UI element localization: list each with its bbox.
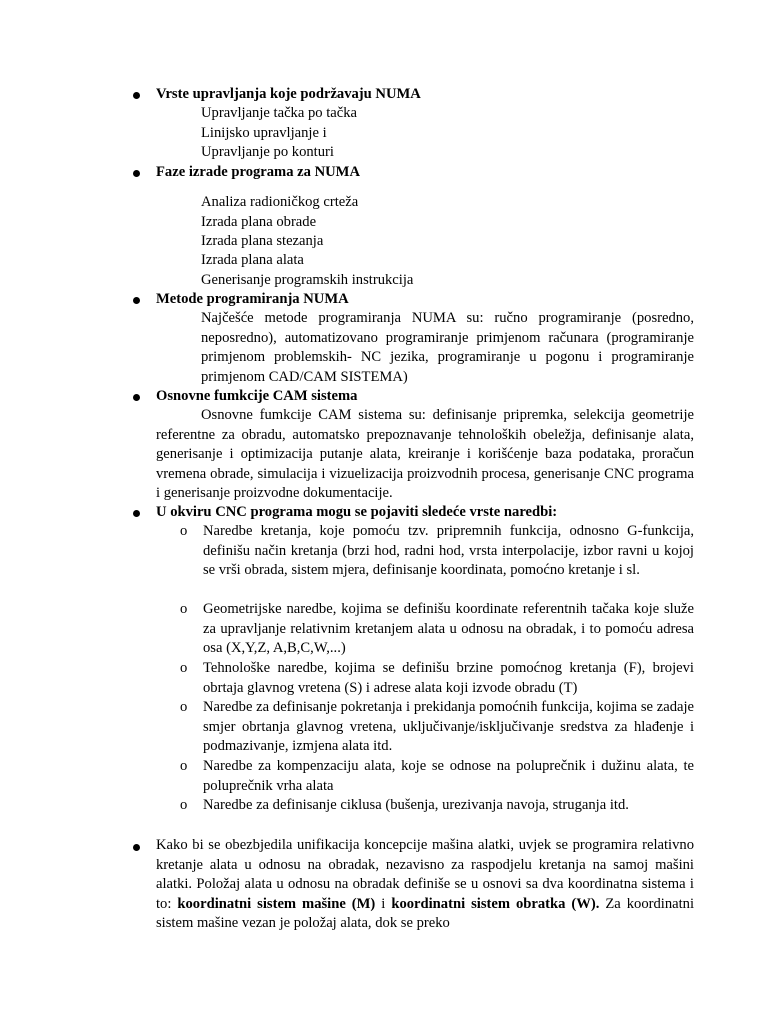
sub-bullet-marker: o [180,797,188,813]
list-line: Analiza radioničkog crteža [201,194,359,210]
sub-bullet-marker: o [180,523,188,539]
list-line: Upravljanje po konturi [201,144,334,160]
list-line: Izrada plana obrade [201,214,317,230]
sub-bullet-marker: o [180,660,188,676]
bullet [133,297,140,304]
paragraph-text: i [381,895,386,912]
bullet [133,92,140,99]
bold-term: koordinatni sistem obratka (W). [391,895,600,912]
list-line: Linijsko upravljanje i [201,125,327,141]
sub-item: Naredbe kretanja, koje pomoću tzv. pripremnih funkcija, odnosno G-funkcija, definišu način kretanja (brzi hod, radni hod, vrsta interpolacije, izbor ravni u kojoj se vrši obrada, sistem mjera, definisanje koordinata, pomoćno kretanje i sl. [203,523,694,578]
bullet [133,394,140,401]
paragraph: Najčešće metode programiranja NUMA su: ručno programiranje (posredno, neposredno), automatizovano programiranje primjenom računara (programiranje primjenom problemskih- NC jezika, programiranje u pogonu i programiranje primjenom CAD/CAM SISTEMA) [201,310,694,385]
bullet [133,844,140,851]
section-heading: Osnovne fumkcije CAM sistema [156,388,358,404]
section-heading: Metode programiranja NUMA [156,291,349,307]
section-heading: Faze izrade programa za NUMA [156,164,360,180]
bullet [133,170,140,177]
sub-item: Tehnološke naredbe, kojima se definišu brzine pomoćnog kretanja (F), brojevi obrtaja glavnog vretena (S) i adrese alata koji izvode obradu (T) [203,660,694,696]
bullet [133,510,140,517]
sub-bullet-marker: o [180,699,188,715]
list-line: Upravljanje tačka po tačka [201,105,357,121]
paragraph [156,836,694,934]
sub-item: Geometrijske naredbe, kojima se definišu koordinate referentnih tačaka koje služe za upravljanje relativnim kretanjem alata u odnosu na obradak, i to pomoću adresa osa (X,Y,Z, A,B,C,W,...) [203,601,694,656]
paragraph-text: Kako bi se obezbjedila unifikacija koncepcije mašina alatki, uvjek se programira relativno kretanje alata u odnosu na obradak, nezavisno za raspodjelu kretanja na samoj mašini alatki. Položaj alata u odnosu na obradak definiše se u osnovi sa dva koordinatna sistema i to: [156,837,694,912]
bold-term: koordinatni sistem mašine (M) [177,895,376,912]
section-heading: U okviru CNC programa mogu se pojaviti sledeće vrste naredbi: [156,504,558,520]
sub-bullet-marker: o [180,758,188,774]
sub-bullet-marker: o [180,601,188,617]
list-line: Izrada plana alata [201,252,304,268]
list-line: Generisanje programskih instrukcija [201,272,414,288]
sub-item: Naredbe za kompenzaciju alata, koje se odnose na poluprečnik i dužinu alata, te poluprečnik vrha alata [203,758,694,794]
sub-item: Naredbe za definisanje ciklusa (bušenja, urezivanja navoja, struganja itd. [203,797,629,813]
paragraph-text: Za koordinatni sistem mašine vezan je položaj alata, dok se preko [156,895,695,931]
sub-item: Naredbe za definisanje pokretanja i prekidanja pomoćnih funkcija, kojima se zadaje smjer obrtanja glavnog vretena, uključivanje/isključivanje sredstva za hlađenje i podmazivanje, izmjena alata itd. [203,699,694,754]
paragraph: Osnovne fumkcije CAM sistema su: definisanje pripremka, selekcija geometrije referentne za obradu, automatsko prepoznavanje tehnoloških obeležja, definisanje alata, generisanje i optimizacija putanje alata, kreiranje i korišćenje baza podataka, proračun vremena obrade, simulacija i vizuelizacija proizvodnih procesa, generisanje CNC programa i generisanje proizvodne dokumentacije. [156,407,694,501]
list-line: Izrada plana stezanja [201,233,324,249]
section-heading: Vrste upravljanja koje podržavaju NUMA [156,86,421,102]
